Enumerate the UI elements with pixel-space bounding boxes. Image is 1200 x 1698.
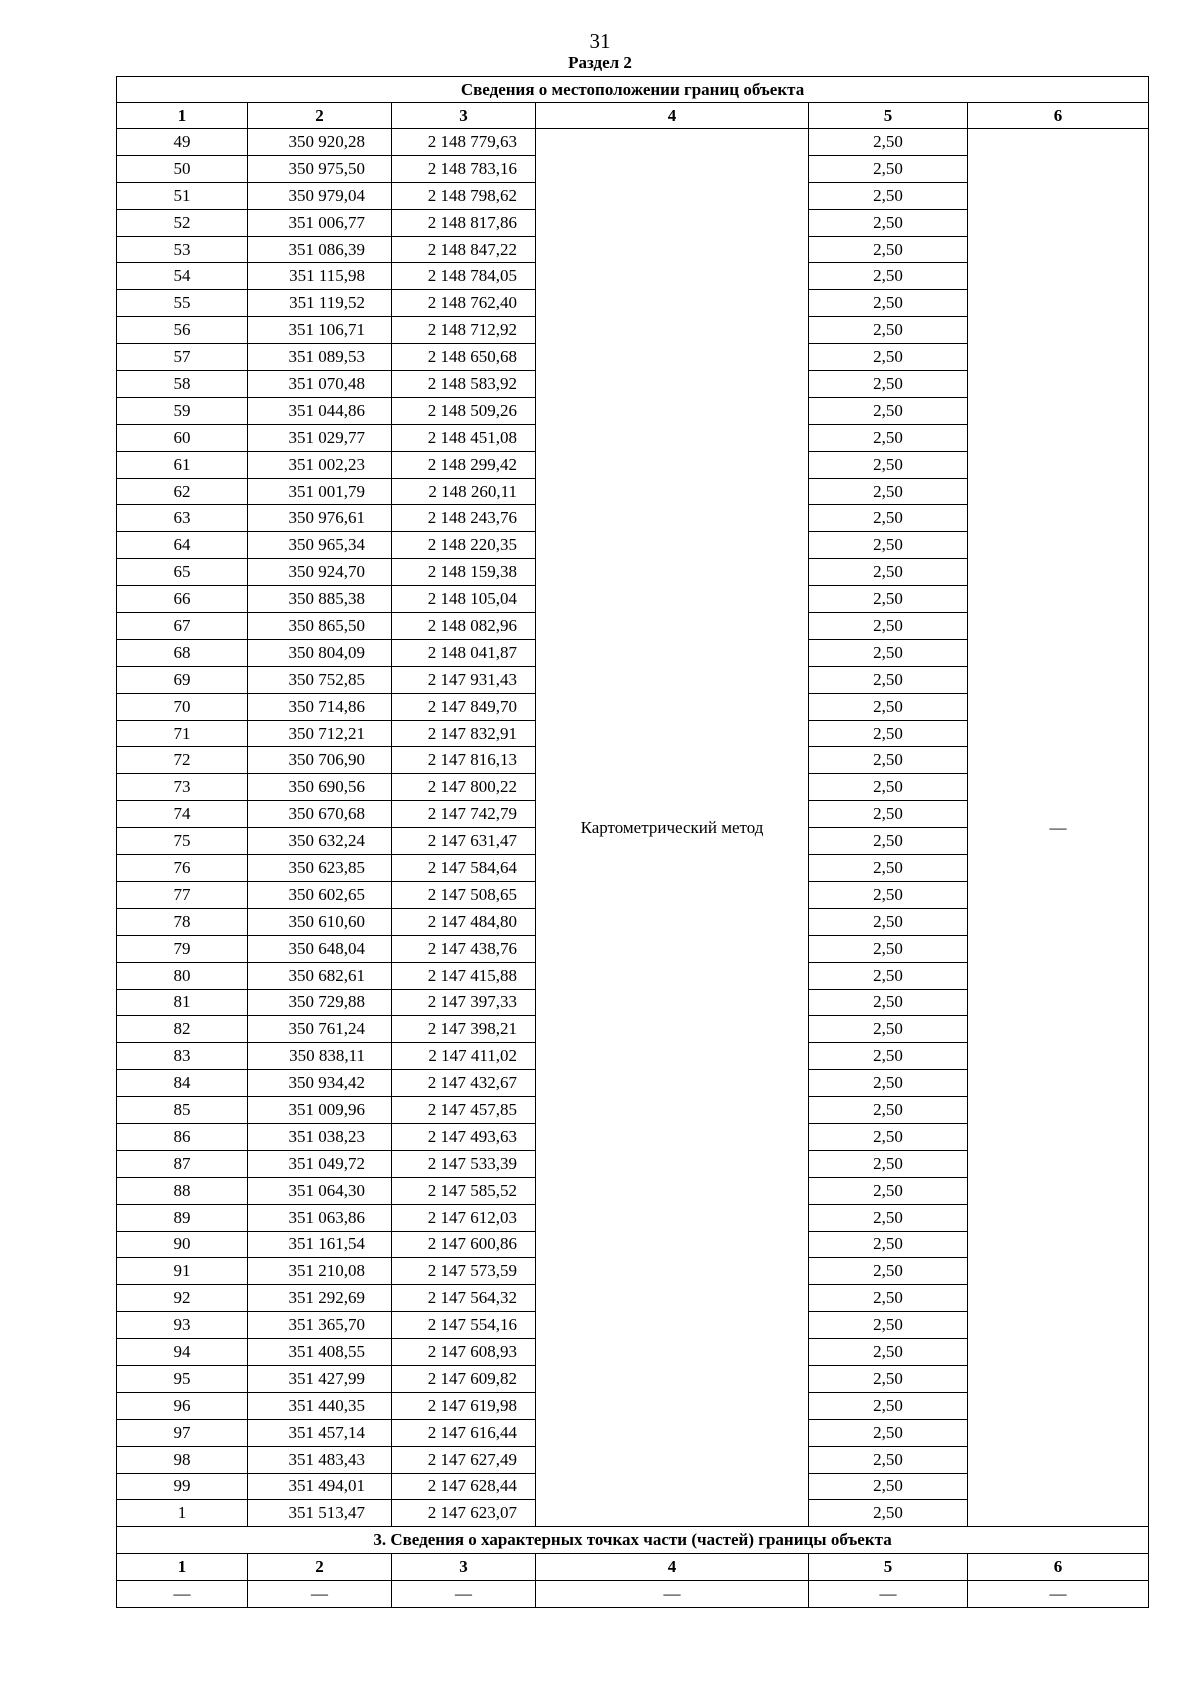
point-number: 80 xyxy=(117,962,248,989)
coordinate-y: 2 147 800,22 xyxy=(392,774,536,801)
coordinate-y: 2 147 573,59 xyxy=(392,1258,536,1285)
coordinate-x: 350 623,85 xyxy=(248,855,392,882)
coordinate-y: 2 148 650,68 xyxy=(392,344,536,371)
point-number: 74 xyxy=(117,801,248,828)
accuracy-value: 2,50 xyxy=(809,397,968,424)
accuracy-value: 2,50 xyxy=(809,1419,968,1446)
column-6-cell: — xyxy=(968,129,1149,1527)
coordinate-x: 351 009,96 xyxy=(248,1097,392,1124)
accuracy-value: 2,50 xyxy=(809,1097,968,1124)
coordinate-y: 2 148 762,40 xyxy=(392,290,536,317)
section-label: Раздел 2 xyxy=(568,53,632,72)
section3-cell: — xyxy=(248,1581,392,1608)
coordinate-y: 2 147 398,21 xyxy=(392,1016,536,1043)
accuracy-value: 2,50 xyxy=(809,1177,968,1204)
coordinate-x: 351 440,35 xyxy=(248,1392,392,1419)
point-number: 94 xyxy=(117,1339,248,1366)
coordinate-y: 2 147 816,13 xyxy=(392,747,536,774)
section3-cell: — xyxy=(809,1581,968,1608)
coordinate-x: 350 714,86 xyxy=(248,693,392,720)
coordinate-y: 2 147 432,67 xyxy=(392,1070,536,1097)
coordinate-y: 2 147 612,03 xyxy=(392,1204,536,1231)
section3-column-header: 6 xyxy=(968,1554,1149,1581)
coordinate-x: 350 838,11 xyxy=(248,1043,392,1070)
point-number: 75 xyxy=(117,828,248,855)
coordinate-x: 351 494,01 xyxy=(248,1473,392,1500)
column-header: 2 xyxy=(248,103,392,129)
method-cell: Картометрический метод xyxy=(536,129,809,1527)
accuracy-value: 2,50 xyxy=(809,855,968,882)
coordinate-x: 351 029,77 xyxy=(248,424,392,451)
accuracy-value: 2,50 xyxy=(809,1339,968,1366)
accuracy-value: 2,50 xyxy=(809,801,968,828)
point-number: 76 xyxy=(117,855,248,882)
coordinate-x: 350 712,21 xyxy=(248,720,392,747)
column-header: 1 xyxy=(117,103,248,129)
coordinate-y: 2 147 411,02 xyxy=(392,1043,536,1070)
coordinate-x: 351 483,43 xyxy=(248,1446,392,1473)
point-number: 73 xyxy=(117,774,248,801)
section3-row xyxy=(117,1581,1149,1608)
point-number: 93 xyxy=(117,1312,248,1339)
point-number: 55 xyxy=(117,290,248,317)
accuracy-value: 2,50 xyxy=(809,317,968,344)
boundary-table xyxy=(116,76,1149,1608)
coordinate-y: 2 147 619,98 xyxy=(392,1392,536,1419)
coordinate-y: 2 148 817,86 xyxy=(392,209,536,236)
coordinate-x: 350 682,61 xyxy=(248,962,392,989)
accuracy-value: 2,50 xyxy=(809,129,968,156)
coordinate-y: 2 147 584,64 xyxy=(392,855,536,882)
coordinate-x: 350 885,38 xyxy=(248,586,392,613)
coordinate-x: 350 865,50 xyxy=(248,613,392,640)
accuracy-value: 2,50 xyxy=(809,828,968,855)
section3-column-header: 1 xyxy=(117,1554,248,1581)
coordinate-y: 2 148 583,92 xyxy=(392,371,536,398)
coordinate-y: 2 148 712,92 xyxy=(392,317,536,344)
coordinate-y: 2 148 159,38 xyxy=(392,559,536,586)
accuracy-value: 2,50 xyxy=(809,613,968,640)
point-number: 62 xyxy=(117,478,248,505)
coordinate-y: 2 147 832,91 xyxy=(392,720,536,747)
coordinate-y: 2 148 105,04 xyxy=(392,586,536,613)
coordinate-x: 351 292,69 xyxy=(248,1285,392,1312)
coordinate-x: 350 729,88 xyxy=(248,989,392,1016)
point-number: 53 xyxy=(117,236,248,263)
coordinate-y: 2 148 299,42 xyxy=(392,451,536,478)
accuracy-value: 2,50 xyxy=(809,532,968,559)
accuracy-value: 2,50 xyxy=(809,1312,968,1339)
point-number: 81 xyxy=(117,989,248,1016)
coordinate-x: 351 086,39 xyxy=(248,236,392,263)
coordinate-x: 351 427,99 xyxy=(248,1365,392,1392)
section3-header-row xyxy=(117,1554,1149,1581)
accuracy-value: 2,50 xyxy=(809,182,968,209)
point-number: 84 xyxy=(117,1070,248,1097)
column-header: 5 xyxy=(809,103,968,129)
accuracy-value: 2,50 xyxy=(809,1016,968,1043)
point-number: 85 xyxy=(117,1097,248,1124)
coordinate-x: 351 002,23 xyxy=(248,451,392,478)
accuracy-value: 2,50 xyxy=(809,935,968,962)
accuracy-value: 2,50 xyxy=(809,1070,968,1097)
coordinate-x: 351 457,14 xyxy=(248,1419,392,1446)
coordinate-x: 350 632,24 xyxy=(248,828,392,855)
accuracy-value: 2,50 xyxy=(809,1150,968,1177)
coordinate-y: 2 147 931,43 xyxy=(392,666,536,693)
point-number: 90 xyxy=(117,1231,248,1258)
column-header: 3 xyxy=(392,103,536,129)
accuracy-value: 2,50 xyxy=(809,478,968,505)
coordinate-y: 2 147 627,49 xyxy=(392,1446,536,1473)
coordinate-y: 2 147 616,44 xyxy=(392,1419,536,1446)
accuracy-value: 2,50 xyxy=(809,1123,968,1150)
point-number: 57 xyxy=(117,344,248,371)
point-number: 65 xyxy=(117,559,248,586)
coordinate-x: 350 752,85 xyxy=(248,666,392,693)
accuracy-value: 2,50 xyxy=(809,693,968,720)
accuracy-value: 2,50 xyxy=(809,1231,968,1258)
coordinate-y: 2 148 779,63 xyxy=(392,129,536,156)
accuracy-value: 2,50 xyxy=(809,962,968,989)
point-number: 63 xyxy=(117,505,248,532)
coordinate-x: 350 976,61 xyxy=(248,505,392,532)
coordinate-x: 350 920,28 xyxy=(248,129,392,156)
point-number: 96 xyxy=(117,1392,248,1419)
coordinate-x: 351 063,86 xyxy=(248,1204,392,1231)
column-header: 4 xyxy=(536,103,809,129)
accuracy-value: 2,50 xyxy=(809,1285,968,1312)
accuracy-value: 2,50 xyxy=(809,236,968,263)
coordinate-y: 2 147 608,93 xyxy=(392,1339,536,1366)
point-number: 78 xyxy=(117,908,248,935)
coordinate-x: 351 049,72 xyxy=(248,1150,392,1177)
accuracy-value: 2,50 xyxy=(809,424,968,451)
table-row xyxy=(117,129,1149,156)
coordinate-y: 2 147 533,39 xyxy=(392,1150,536,1177)
coordinate-x: 350 975,50 xyxy=(248,155,392,182)
section3-column-header: 2 xyxy=(248,1554,392,1581)
point-number: 56 xyxy=(117,317,248,344)
coordinate-x: 351 089,53 xyxy=(248,344,392,371)
column-header-row xyxy=(117,103,1149,129)
accuracy-value: 2,50 xyxy=(809,774,968,801)
coordinate-y: 2 147 631,47 xyxy=(392,828,536,855)
point-number: 88 xyxy=(117,1177,248,1204)
point-number: 52 xyxy=(117,209,248,236)
accuracy-value: 2,50 xyxy=(809,666,968,693)
point-number: 59 xyxy=(117,397,248,424)
coordinate-y: 2 147 849,70 xyxy=(392,693,536,720)
section3-column-header: 3 xyxy=(392,1554,536,1581)
accuracy-value: 2,50 xyxy=(809,1392,968,1419)
coordinate-y: 2 147 628,44 xyxy=(392,1473,536,1500)
coordinate-x: 350 934,42 xyxy=(248,1070,392,1097)
column-header: 6 xyxy=(968,103,1149,129)
coordinate-y: 2 147 397,33 xyxy=(392,989,536,1016)
accuracy-value: 2,50 xyxy=(809,559,968,586)
coordinate-x: 351 161,54 xyxy=(248,1231,392,1258)
point-number: 58 xyxy=(117,371,248,398)
section3-cell: — xyxy=(968,1581,1149,1608)
coordinate-y: 2 147 415,88 xyxy=(392,962,536,989)
accuracy-value: 2,50 xyxy=(809,1500,968,1527)
coordinate-x: 351 119,52 xyxy=(248,290,392,317)
coordinate-y: 2 147 484,80 xyxy=(392,908,536,935)
coordinate-x: 350 690,56 xyxy=(248,774,392,801)
point-number: 66 xyxy=(117,586,248,613)
point-number: 61 xyxy=(117,451,248,478)
coordinate-x: 350 670,68 xyxy=(248,801,392,828)
coordinate-x: 351 006,77 xyxy=(248,209,392,236)
coordinate-y: 2 148 220,35 xyxy=(392,532,536,559)
coordinate-y: 2 148 784,05 xyxy=(392,263,536,290)
point-number: 49 xyxy=(117,129,248,156)
coordinate-x: 350 648,04 xyxy=(248,935,392,962)
coordinate-x: 351 044,86 xyxy=(248,397,392,424)
accuracy-value: 2,50 xyxy=(809,209,968,236)
accuracy-value: 2,50 xyxy=(809,505,968,532)
accuracy-value: 2,50 xyxy=(809,1446,968,1473)
point-number: 99 xyxy=(117,1473,248,1500)
coordinate-x: 350 924,70 xyxy=(248,559,392,586)
point-number: 71 xyxy=(117,720,248,747)
coordinate-x: 351 365,70 xyxy=(248,1312,392,1339)
point-number: 91 xyxy=(117,1258,248,1285)
section3-title: 3. Сведения о характерных точках части (частей) границы объекта xyxy=(117,1527,1149,1554)
point-number: 83 xyxy=(117,1043,248,1070)
page-number: 31 xyxy=(589,29,611,53)
point-number: 82 xyxy=(117,1016,248,1043)
coordinate-x: 350 979,04 xyxy=(248,182,392,209)
accuracy-value: 2,50 xyxy=(809,344,968,371)
point-number: 70 xyxy=(117,693,248,720)
point-number: 89 xyxy=(117,1204,248,1231)
coordinate-y: 2 148 082,96 xyxy=(392,613,536,640)
accuracy-value: 2,50 xyxy=(809,263,968,290)
point-number: 54 xyxy=(117,263,248,290)
coordinate-y: 2 148 798,62 xyxy=(392,182,536,209)
point-number: 72 xyxy=(117,747,248,774)
point-number: 95 xyxy=(117,1365,248,1392)
accuracy-value: 2,50 xyxy=(809,908,968,935)
coordinate-y: 2 148 783,16 xyxy=(392,155,536,182)
coordinate-x: 351 106,71 xyxy=(248,317,392,344)
coordinate-y: 2 147 438,76 xyxy=(392,935,536,962)
coordinate-x: 351 038,23 xyxy=(248,1123,392,1150)
coordinate-x: 350 602,65 xyxy=(248,881,392,908)
table-title-row xyxy=(117,77,1149,103)
accuracy-value: 2,50 xyxy=(809,639,968,666)
coordinate-x: 351 001,79 xyxy=(248,478,392,505)
coordinate-y: 2 148 509,26 xyxy=(392,397,536,424)
point-number: 64 xyxy=(117,532,248,559)
coordinate-y: 2 147 493,63 xyxy=(392,1123,536,1150)
coordinate-y: 2 148 041,87 xyxy=(392,639,536,666)
coordinate-x: 350 804,09 xyxy=(248,639,392,666)
coordinate-x: 350 965,34 xyxy=(248,532,392,559)
coordinate-y: 2 148 260,11 xyxy=(392,478,536,505)
point-number: 86 xyxy=(117,1123,248,1150)
coordinate-x: 351 064,30 xyxy=(248,1177,392,1204)
accuracy-value: 2,50 xyxy=(809,155,968,182)
point-number: 50 xyxy=(117,155,248,182)
point-number: 87 xyxy=(117,1150,248,1177)
table-title: Сведения о местоположении границ объекта xyxy=(117,77,1149,103)
accuracy-value: 2,50 xyxy=(809,1473,968,1500)
point-number: 92 xyxy=(117,1285,248,1312)
coordinate-x: 350 610,60 xyxy=(248,908,392,935)
accuracy-value: 2,50 xyxy=(809,1204,968,1231)
section3-column-header: 5 xyxy=(809,1554,968,1581)
accuracy-value: 2,50 xyxy=(809,1258,968,1285)
point-number: 98 xyxy=(117,1446,248,1473)
accuracy-value: 2,50 xyxy=(809,1365,968,1392)
coordinate-y: 2 147 457,85 xyxy=(392,1097,536,1124)
point-number: 69 xyxy=(117,666,248,693)
point-number: 67 xyxy=(117,613,248,640)
coordinate-y: 2 147 609,82 xyxy=(392,1365,536,1392)
coordinate-x: 351 115,98 xyxy=(248,263,392,290)
accuracy-value: 2,50 xyxy=(809,586,968,613)
coordinate-y: 2 148 847,22 xyxy=(392,236,536,263)
accuracy-value: 2,50 xyxy=(809,290,968,317)
coordinate-y: 2 147 600,86 xyxy=(392,1231,536,1258)
point-number: 68 xyxy=(117,639,248,666)
coordinate-x: 351 513,47 xyxy=(248,1500,392,1527)
point-number: 51 xyxy=(117,182,248,209)
point-number: 97 xyxy=(117,1419,248,1446)
section3-cell: — xyxy=(536,1581,809,1608)
accuracy-value: 2,50 xyxy=(809,881,968,908)
coordinate-y: 2 147 564,32 xyxy=(392,1285,536,1312)
section3-title-row xyxy=(117,1527,1149,1554)
accuracy-value: 2,50 xyxy=(809,720,968,747)
coordinate-y: 2 147 742,79 xyxy=(392,801,536,828)
section3-cell: — xyxy=(117,1581,248,1608)
accuracy-value: 2,50 xyxy=(809,989,968,1016)
accuracy-value: 2,50 xyxy=(809,1043,968,1070)
accuracy-value: 2,50 xyxy=(809,747,968,774)
accuracy-value: 2,50 xyxy=(809,451,968,478)
coordinate-y: 2 147 585,52 xyxy=(392,1177,536,1204)
coordinate-x: 350 761,24 xyxy=(248,1016,392,1043)
coordinate-y: 2 148 451,08 xyxy=(392,424,536,451)
coordinate-x: 350 706,90 xyxy=(248,747,392,774)
coordinate-y: 2 148 243,76 xyxy=(392,505,536,532)
coordinate-y: 2 147 554,16 xyxy=(392,1312,536,1339)
point-number: 1 xyxy=(117,1500,248,1527)
accuracy-value: 2,50 xyxy=(809,371,968,398)
coordinate-x: 351 210,08 xyxy=(248,1258,392,1285)
point-number: 60 xyxy=(117,424,248,451)
coordinate-y: 2 147 508,65 xyxy=(392,881,536,908)
coordinate-x: 351 408,55 xyxy=(248,1339,392,1366)
point-number: 79 xyxy=(117,935,248,962)
point-number: 77 xyxy=(117,881,248,908)
section3-column-header: 4 xyxy=(536,1554,809,1581)
coordinate-y: 2 147 623,07 xyxy=(392,1500,536,1527)
section3-cell: — xyxy=(392,1581,536,1608)
coordinate-x: 351 070,48 xyxy=(248,371,392,398)
